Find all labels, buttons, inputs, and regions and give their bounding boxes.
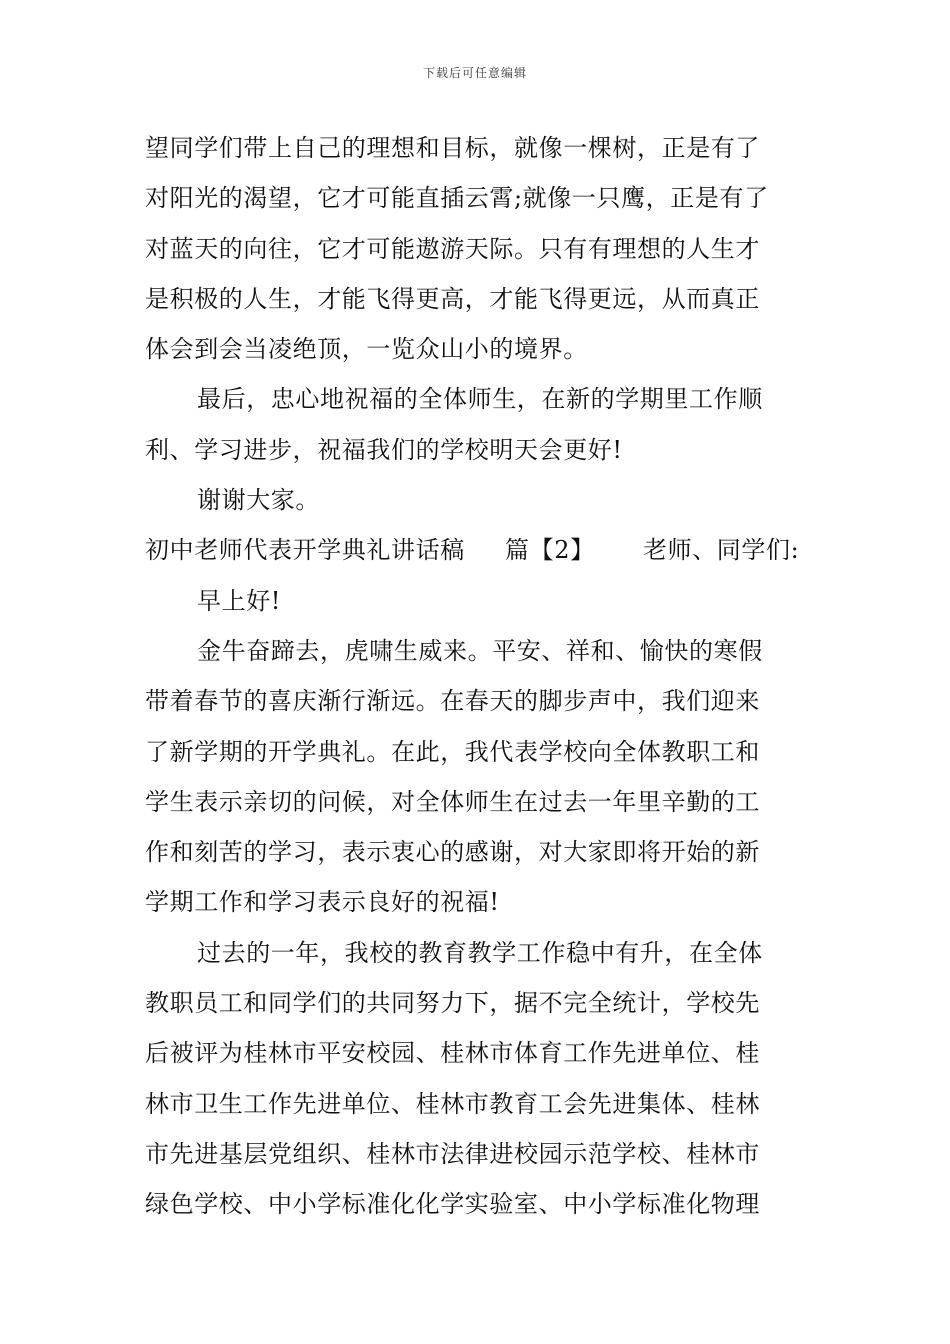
section-title-line bbox=[145, 525, 810, 575]
text-line: 作和刻苦的学习，表示衷心的感谢，对大家即将开始的新 bbox=[145, 838, 760, 867]
text-line: 是积极的人生，才能飞得更高，才能飞得更远，从而真正 bbox=[145, 284, 760, 313]
text-line: 学期工作和学习表示良好的祝福! bbox=[145, 888, 500, 917]
paragraph-start-line: 过去的一年，我校的教育教学工作稳中有升，在全体 bbox=[197, 938, 763, 967]
text-line: 绿色学校、中小学标准化化学实验室、中小学标准化物理 bbox=[145, 1190, 760, 1219]
section-number: 篇【2】 bbox=[505, 536, 595, 565]
document-body bbox=[145, 123, 810, 1230]
paragraph-start-line: 金牛奋蹄去，虎啸生威来。平安、祥和、愉快的寒假 bbox=[197, 636, 763, 665]
salutation-line: 早上好! bbox=[197, 586, 282, 615]
section-title: 初中老师代表开学典礼讲话稿 bbox=[145, 536, 465, 565]
text-line: 了新学期的开学典礼。在此，我代表学校向全体教职工和 bbox=[145, 737, 760, 766]
text-line: 教职员工和同学们的共同努力下，据不完全统计，学校先 bbox=[145, 989, 760, 1018]
text-line: 对蓝天的向往，它才可能遨游天际。只有有理想的人生才 bbox=[145, 234, 760, 263]
text-line: 利、学习进步，祝福我们的学校明天会更好! bbox=[145, 435, 623, 464]
text-line: 体会到会当凌绝顶，一览众山小的境界。 bbox=[145, 335, 588, 364]
paragraph-start-line: 最后，忠心地祝福的全体师生，在新的学期里工作顺 bbox=[197, 385, 763, 414]
greeting: 老师、同学们: bbox=[643, 536, 800, 565]
closing-line: 谢谢大家。 bbox=[197, 486, 320, 515]
page-header: 下载后可任意编辑 bbox=[422, 66, 527, 80]
text-line: 林市卫生工作先进单位、桂林市教育工会先进集体、桂林 bbox=[145, 1089, 760, 1118]
text-line: 带着春节的喜庆渐行渐远。在春天的脚步声中，我们迎来 bbox=[145, 687, 760, 716]
text-line: 后被评为桂林市平安校园、桂林市体育工作先进单位、桂 bbox=[145, 1039, 760, 1068]
text-line: 望同学们带上自己的理想和目标，就像一棵树，正是有了 bbox=[145, 134, 760, 162]
text-line: 对阳光的渴望，它才可能直插云霄;就像一只鹰，正是有了 bbox=[145, 184, 769, 213]
text-line: 学生表示亲切的问候，对全体师生在过去一年里辛勤的工 bbox=[145, 787, 760, 816]
text-line: 市先进基层党组织、桂林市法律进校园示范学校、桂林市 bbox=[145, 1139, 760, 1168]
